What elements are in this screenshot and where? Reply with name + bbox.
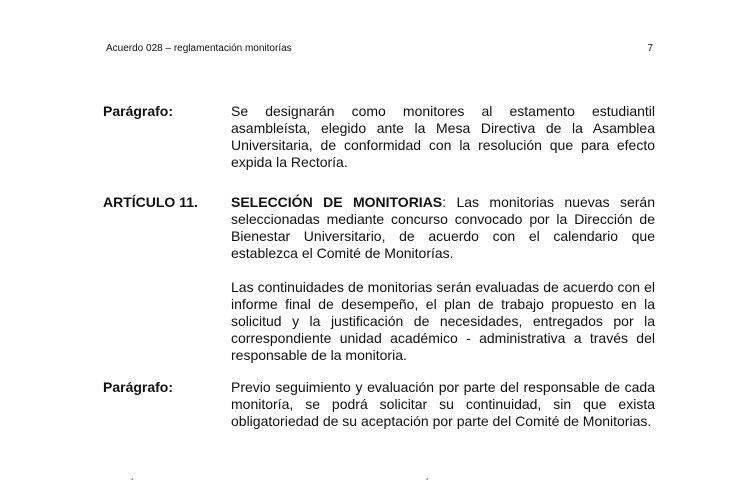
section-paragraph: Previo seguimiento y evaluación por parte del responsable de cada monitoría, se podrá solicitar su continuidad, sin que exista obligatoriedad de su aceptación por parte del Comité de Monitorias. [231,379,655,429]
article-paragraph-1 [231,194,655,262]
section-paragraph: Se designarán como monitores al estamento estudiantil asambleísta, elegido ante la Mesa Directiva de la Asamblea Universitaria, de conformidad con la resolución que para efecto expida la Rectoría. [231,103,655,170]
article-label: ARTÍCULO 11. [103,194,198,210]
page-header [106,43,653,54]
article-paragraph-2: Las continuidades de monitorias serán evaluadas de acuerdo con el informe final de desempeño, el plan de trabajo propuesto en la solicitud y la justificación de necesidades, entregados por la correspondiente unidad académico - administrativa a través del responsable de la monitoria. [231,279,655,363]
cut-off-accent-mark: ´ [426,478,430,489]
section-label: Parágrafo: [103,379,174,395]
paragrafo-section-1 [103,103,655,171]
cut-off-accent-mark: ´ [131,478,135,489]
articulo-11-section [103,194,655,364]
article-heading: SELECCIÓN DE MONITORIAS [231,194,443,210]
header-title: Acuerdo 028 – reglamentación monitorías [106,43,292,54]
section-label: Parágrafo: [103,103,174,119]
section-body [231,103,655,171]
page-number: 7 [647,43,653,54]
article-body [231,194,655,364]
section-body [231,379,655,430]
article-paragraph-1-text: : Las monitorias nuevas serán seleccionadas mediante concurso convocado por la Dirección de Bienestar Universitario, de acuerdo con el calendario que establezca el Comité de Monitorías. [231,194,655,261]
paragrafo-section-2 [103,379,655,430]
